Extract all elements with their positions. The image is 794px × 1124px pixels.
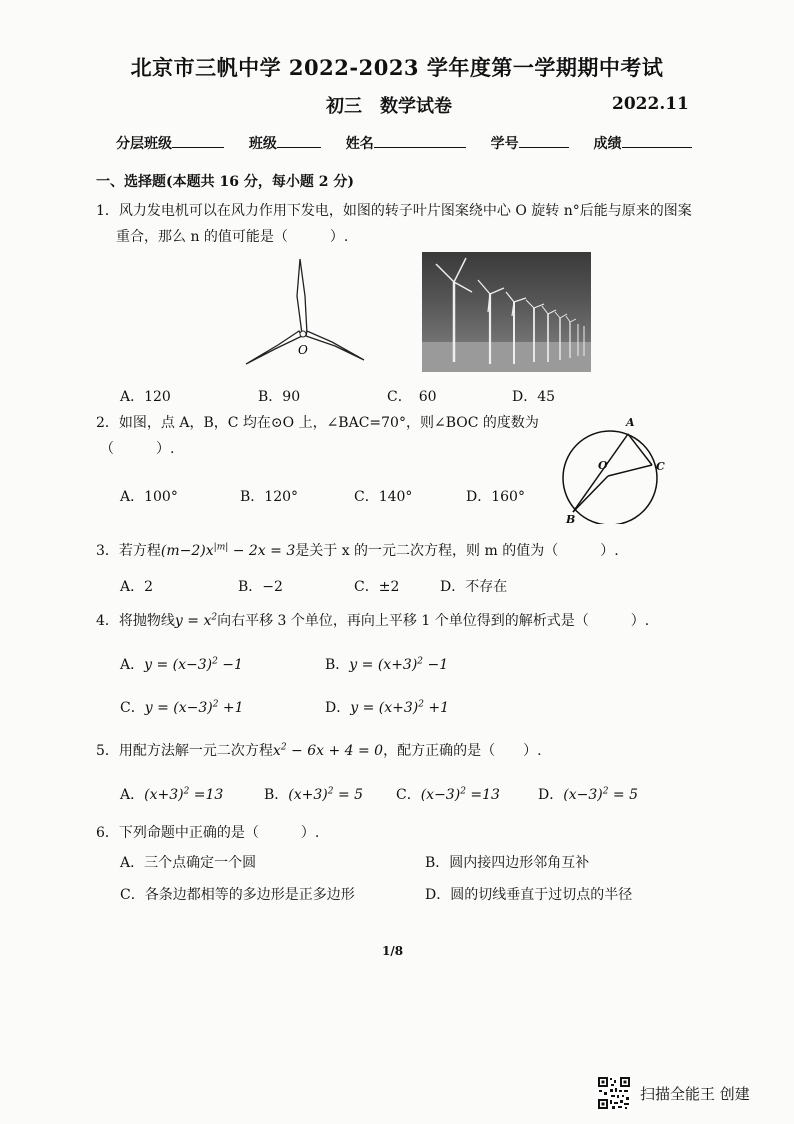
- blank-name[interactable]: [374, 132, 466, 148]
- field-label-class-level: 分层班级: [116, 136, 172, 152]
- q6-option-d: D．圆的切线垂直于过切点的半径: [425, 887, 633, 903]
- q2-line1: 2．如图，点 A，B，C 均在⊙O 上，∠BAC=70°，则∠BOC 的度数为: [96, 415, 539, 431]
- page-number: 1/8: [382, 944, 404, 958]
- q5-option-c: C．$(x-3)^2 =13$: [396, 786, 500, 803]
- q1-option-b: B．90: [258, 389, 301, 405]
- q4-stem: [96, 610, 649, 630]
- blank-class-level[interactable]: [172, 132, 224, 148]
- q2-option-b: B．120°: [240, 489, 299, 505]
- field-label-score: 成绩: [593, 136, 622, 152]
- student-info-row: [116, 132, 692, 153]
- q2-option-a: A．100°: [120, 489, 178, 505]
- q3-option-a: A．2: [120, 579, 154, 595]
- q3-pre: 3．若方程: [96, 543, 161, 559]
- exam-title: 北京市三帆中学 2022-2023 学年度第一学期期中考试: [130, 55, 664, 80]
- q6-option-a: A．三个点确定一个圆: [120, 855, 257, 871]
- field-label-student-id: 学号: [490, 136, 519, 152]
- q1-line2: 重合，那么 n 的值可能是（ ）.: [116, 229, 349, 245]
- q5-stem: [96, 740, 542, 760]
- q3-equation: $(m-2)x^{|m|} - 2x = 3$: [160, 542, 296, 559]
- q4-pre: 4．将抛物线: [96, 613, 175, 629]
- q2-option-c: C．140°: [354, 489, 413, 505]
- rotor-blades-figure: [240, 256, 370, 368]
- q4-option-b: B．$y = (x+3)^2 -1$: [325, 656, 449, 673]
- scanner-watermark: 扫描全能王 创建: [640, 1085, 750, 1103]
- point-label-a: A: [626, 416, 635, 429]
- q3-post: 是关于 x 的一元二次方程，则 m 的值为（ ）.: [295, 543, 619, 559]
- q5-option-b: B．$(x+3)^2 = 5$: [264, 786, 364, 803]
- blank-student-id[interactable]: [519, 132, 569, 148]
- circle-figure: [554, 412, 672, 524]
- q5-pre: 5．用配方法解一元二次方程: [96, 743, 273, 759]
- q6-option-b: B．圆内接四边形邻角互补: [425, 855, 590, 871]
- exam-date: 2022.11: [612, 94, 689, 114]
- qr-code-icon: [597, 1076, 631, 1110]
- q5-equation: $x^2 - 6x + 4 = 0$: [272, 742, 384, 759]
- q6-stem: 6．下列命题中正确的是（ ）.: [96, 825, 320, 841]
- q4-option-c: C．$y = (x-3)^2 +1$: [120, 699, 244, 716]
- q4-option-d: D．$y = (x+3)^2 +1$: [325, 699, 450, 716]
- q1-line1: 1．风力发电机可以在风力作用下发电，如图的转子叶片图案绕中心 O 旋转 n°后能与原来的图案: [96, 203, 692, 219]
- q2-line2: （ ）.: [100, 441, 175, 457]
- section-heading-choice: 一、选择题(本题共 16 分，每小题 2 分): [96, 174, 354, 190]
- field-label-name: 姓名: [345, 136, 374, 152]
- point-label-c: C: [656, 460, 665, 473]
- segment-ac: [628, 434, 652, 465]
- q3-option-c: C．±2: [354, 579, 400, 595]
- q2-option-d: D．160°: [466, 489, 525, 505]
- q6-option-c: C．各条边都相等的多边形是正多边形: [120, 887, 355, 903]
- wind-turbine-silhouettes: [422, 252, 591, 372]
- field-label-class: 班级: [248, 136, 277, 152]
- blank-class[interactable]: [277, 132, 321, 148]
- exam-subtitle: 初三 数学试卷: [326, 96, 452, 117]
- q4-post: 向右平移 3 个单位，再向上平移 1 个单位得到的解析式是（ ）.: [217, 613, 650, 629]
- q1-option-d: D．45: [512, 389, 556, 405]
- q5-option-d: D．$(x-3)^2 = 5$: [538, 786, 638, 803]
- segment-oc: [608, 465, 652, 476]
- blade-left: [246, 331, 302, 364]
- q5-post: ，配方正确的是（ ）.: [383, 743, 542, 759]
- blank-score[interactable]: [622, 132, 692, 148]
- blade-up: [297, 259, 307, 334]
- q3-stem: [96, 540, 619, 560]
- q1-option-c: C． 60: [387, 389, 437, 405]
- segment-ob: [573, 476, 608, 512]
- q4-option-a: A．$y = (x-3)^2 -1$: [120, 656, 243, 673]
- point-label-o: O: [598, 459, 608, 472]
- circle-o: [563, 431, 657, 524]
- q4-equation: $y = x^2$: [174, 612, 218, 629]
- rotor-center-label: O: [298, 343, 308, 357]
- q3-option-b: B．−2: [238, 579, 283, 595]
- q1-option-a: A．120: [120, 389, 171, 405]
- blade-right: [306, 331, 364, 360]
- point-label-b: B: [566, 513, 576, 524]
- q5-option-a: A．$(x+3)^2 =13$: [120, 786, 224, 803]
- wind-turbine-photo: [422, 252, 591, 372]
- q3-option-d: D．不存在: [440, 579, 508, 595]
- rotor-hub: [300, 331, 306, 337]
